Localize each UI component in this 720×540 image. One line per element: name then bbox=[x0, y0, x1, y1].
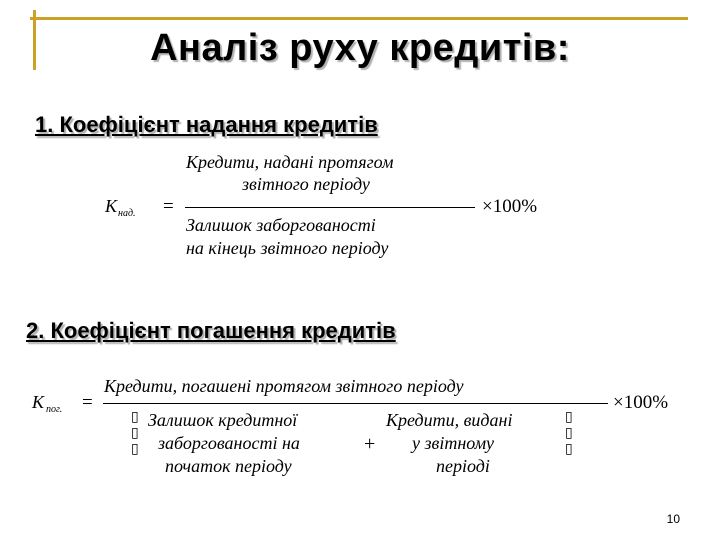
formula2-den-right-line3: періоді bbox=[436, 456, 490, 476]
formula2-left-bracket: ▯ ▯ ▯ bbox=[131, 409, 139, 457]
slide-number: 10 bbox=[666, 512, 680, 526]
section2-heading: 2. Коефіцієнт погашення кредитів bbox=[26, 318, 396, 343]
formula2-numerator: Кредити, погашені протягом звітного періоду bbox=[104, 376, 464, 396]
formula2-fraction-bar bbox=[103, 403, 608, 404]
formula1-multiplier: ×100% bbox=[482, 196, 538, 217]
formula1-subscript: над. bbox=[118, 208, 136, 219]
frame-line-horizontal bbox=[30, 17, 688, 20]
formula2-equals: = bbox=[82, 392, 93, 413]
formula2-den-right-line2: у звітному bbox=[412, 433, 495, 453]
formula1-numerator-line2: звітного періоду bbox=[242, 174, 370, 194]
formula1-fraction-bar bbox=[185, 207, 475, 208]
formula1-denominator-line2: на кінець звітного періоду bbox=[186, 238, 389, 258]
formula2-plus: + bbox=[364, 433, 376, 455]
formula2-den-left-line2: заборгованості на bbox=[158, 433, 300, 453]
formula2-subscript: пог. bbox=[46, 404, 63, 415]
formula1-numerator-line1: Кредити, надані протягом bbox=[186, 152, 394, 172]
formula2-symbol: К bbox=[32, 392, 44, 412]
slide-title: Аналіз руху кредитів: bbox=[150, 27, 570, 69]
formula1-denominator-line1: Залишок заборгованості bbox=[186, 215, 376, 235]
section1-heading: 1. Коефіцієнт надання кредитів bbox=[35, 112, 378, 137]
formula2-multiplier: ×100% bbox=[613, 392, 669, 413]
formula2-den-right-line1: Кредити, видані bbox=[386, 410, 513, 430]
formula2-den-left-line3: початок періоду bbox=[165, 456, 292, 476]
formula1-equals: = bbox=[163, 196, 174, 217]
formula1-symbol: К bbox=[105, 196, 117, 216]
formula2-right-bracket: ▯ ▯ ▯ bbox=[565, 409, 573, 457]
formula2-den-left-line1: Залишок кредитної bbox=[148, 410, 298, 430]
